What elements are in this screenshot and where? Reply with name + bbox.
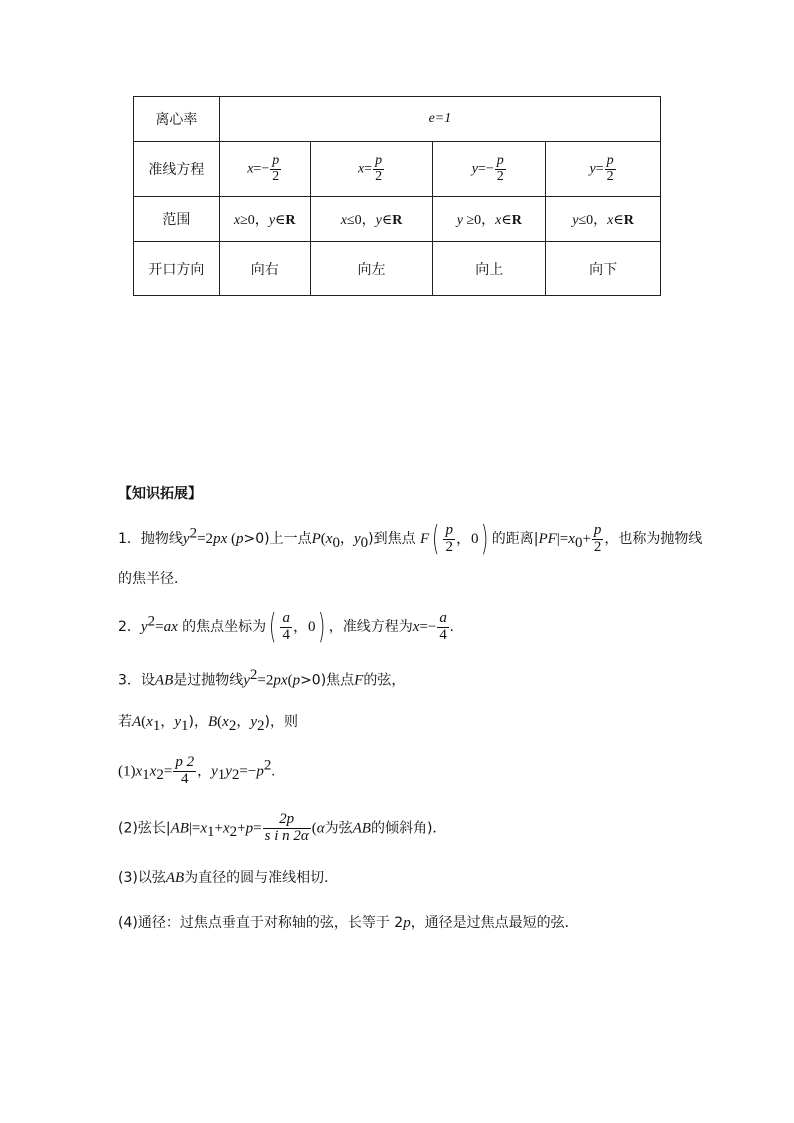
math-text: ( — [320, 531, 326, 547]
real-set: R — [511, 213, 522, 228]
text: ， — [197, 763, 212, 780]
text: (2)弦长| — [118, 820, 171, 837]
text: )，则 — [264, 714, 298, 730]
directrix-cell — [310, 142, 433, 197]
fraction — [592, 523, 604, 556]
math-text: + — [214, 820, 223, 837]
directrix-cell — [433, 142, 546, 197]
math-text: (1) — [118, 763, 136, 780]
text: ，准线方程为 — [328, 619, 413, 635]
text: 2． — [118, 619, 141, 635]
math-text: = — [155, 619, 164, 635]
text: 若 — [118, 714, 132, 730]
math-text: + — [237, 820, 246, 837]
math-var: α — [316, 820, 325, 837]
right-paren: ) — [318, 607, 326, 647]
text: 的倾斜角)． — [370, 820, 447, 837]
opening-cell: 向左 — [310, 242, 433, 296]
fraction — [263, 812, 311, 845]
fraction-den: 2 — [375, 168, 383, 184]
text: 为直径的圆与准线相切． — [184, 870, 339, 886]
math-var: x — [200, 820, 208, 837]
subscript: 2 — [231, 767, 240, 784]
math-var: ax — [163, 619, 178, 635]
math-var: F — [354, 672, 364, 689]
fraction — [605, 154, 616, 184]
fraction-den: 4 — [439, 626, 447, 643]
math-var: B — [207, 714, 218, 730]
range-rel: ≥0， — [240, 213, 269, 228]
fraction — [173, 755, 196, 788]
fraction-num: 2p — [263, 812, 311, 829]
item-3-condition — [118, 711, 298, 735]
fraction-den: 2 — [606, 168, 614, 184]
directrix-cell — [219, 142, 310, 197]
math-var: y — [182, 531, 190, 547]
math-var: x — [568, 531, 575, 547]
range-cell — [546, 197, 661, 242]
text: 是过抛物线 — [173, 672, 244, 689]
text: ， — [236, 714, 251, 730]
text: 的弦， — [363, 672, 406, 689]
exponent: 2 — [147, 613, 156, 630]
math-var: y — [211, 763, 218, 780]
directrix-var: x — [247, 161, 254, 177]
math-var: p — [403, 915, 411, 931]
text: 为弦 — [324, 820, 353, 837]
text: ， — [339, 531, 354, 547]
exponent: 2 — [263, 757, 272, 774]
directrix-var: y — [589, 161, 596, 177]
math-text: =− — [419, 619, 437, 635]
fraction-num: p — [272, 152, 280, 168]
directrix-eq: = — [253, 161, 262, 177]
fraction-den: 2 — [496, 168, 504, 184]
real-set: R — [392, 213, 403, 228]
subscript: 0 — [332, 534, 340, 551]
range-set: ∈ — [613, 213, 624, 228]
fraction-den: 4 — [180, 770, 189, 787]
property-2 — [118, 812, 446, 845]
text: >0)焦点 — [300, 672, 355, 689]
directrix-eq: = — [364, 161, 373, 177]
table-row-directrix — [134, 142, 661, 197]
math-text: . — [449, 619, 454, 635]
fraction-num: p — [496, 152, 504, 168]
range-var: x — [607, 213, 614, 228]
parabola-properties-table — [133, 96, 661, 296]
math-var: y — [243, 672, 250, 689]
range-var: y — [456, 213, 463, 228]
fraction — [270, 154, 281, 184]
text: ，通径是过焦点最短的弦． — [410, 915, 579, 931]
opening-cell: 向下 — [546, 242, 661, 296]
math-var: y — [225, 763, 232, 780]
directrix-sign: − — [261, 161, 270, 177]
subscript: 1 — [142, 767, 150, 784]
directrix-sign: − — [485, 161, 494, 177]
math-var: p — [292, 672, 301, 689]
text: 的焦点坐标为 — [177, 619, 267, 635]
math-text: |= — [556, 531, 569, 547]
directrix-eq: = — [477, 161, 486, 177]
right-paren: ) — [481, 519, 489, 559]
math-var: y — [174, 714, 182, 730]
math-text: + — [582, 531, 591, 547]
row-label-eccentricity: 离心率 — [134, 97, 220, 142]
range-var: x — [233, 213, 241, 228]
subscript: 1 — [207, 824, 215, 841]
math-var: A — [132, 714, 142, 730]
math-var: AB — [170, 820, 189, 837]
left-paren: ( — [269, 607, 277, 647]
subscript: 2 — [156, 767, 164, 784]
fraction — [373, 154, 384, 184]
opening-cell: 向上 — [433, 242, 546, 296]
range-cell — [310, 197, 433, 242]
subscript: 2 — [229, 824, 238, 841]
opening-cell: 向右 — [219, 242, 310, 296]
subscript: 2 — [228, 717, 237, 734]
row-label-opening: 开口方向 — [134, 242, 220, 296]
property-4 — [118, 912, 579, 932]
range-set: ∈ — [501, 213, 512, 228]
math-var: AB — [154, 672, 174, 689]
math-var: x — [149, 763, 157, 780]
math-text: ( — [141, 714, 147, 730]
text: 3．设 — [118, 672, 155, 689]
fraction-num: p — [445, 521, 453, 538]
range-cell — [433, 197, 546, 242]
text: 1．抛物线 — [118, 531, 183, 547]
math-text: =− — [239, 763, 257, 780]
fraction-den: s i n 2α — [264, 827, 309, 844]
fraction-num: p — [593, 521, 602, 538]
item-2 — [118, 607, 454, 647]
range-var: x — [340, 213, 347, 228]
left-paren: ( — [432, 519, 440, 559]
math-text: ( — [217, 714, 223, 730]
section-title: 【知识拓展】 — [118, 486, 202, 502]
math-text: ( — [311, 820, 317, 837]
subscript: 1 — [152, 717, 161, 734]
directrix-cell — [546, 142, 661, 197]
fraction-den: 2 — [593, 538, 602, 555]
table-row-opening — [134, 242, 661, 296]
directrix-var: y — [471, 161, 478, 177]
math-var: x — [325, 531, 333, 547]
fraction-den: 2 — [445, 538, 453, 555]
math-var: F — [420, 531, 430, 547]
directrix-var: x — [357, 161, 365, 177]
real-set: R — [623, 213, 634, 228]
subscript: 0 — [360, 534, 369, 551]
range-set: ∈ — [381, 213, 393, 228]
math-var: y — [353, 531, 361, 547]
item-1-line-2: 的焦半径． — [118, 571, 188, 587]
math-text: = — [253, 820, 262, 837]
property-3 — [118, 867, 338, 887]
fraction-num: p — [375, 152, 383, 168]
fraction-den: 2 — [272, 168, 280, 184]
real-set: R — [285, 213, 296, 228]
range-var: y — [375, 213, 382, 228]
math-var: px — [213, 531, 228, 547]
fraction — [437, 611, 449, 644]
text: >0)上一点 — [243, 531, 312, 547]
math-var: y — [250, 714, 257, 730]
range-rel: ≥0， — [462, 213, 496, 228]
math-var: p — [235, 531, 244, 547]
math-text: |= — [188, 820, 201, 837]
subscript: 2 — [257, 717, 265, 734]
math-var: AB — [352, 820, 371, 837]
range-cell — [219, 197, 310, 242]
math-var: x — [135, 763, 143, 780]
math-var: x — [412, 619, 420, 635]
math-var: x — [146, 714, 153, 730]
math-var: P — [311, 531, 321, 547]
text: ，也称为抛物线 — [604, 531, 703, 547]
row-label-directrix: 准线方程 — [134, 142, 220, 197]
math-var: y — [140, 619, 148, 635]
subscript: 1 — [217, 767, 226, 784]
text: (4)通径：过焦点垂直于对称轴的弦，长等于 2 — [118, 915, 404, 931]
exponent: 2 — [189, 525, 198, 542]
item-3 — [118, 667, 405, 690]
math-var: AB — [165, 870, 185, 886]
math-var: x — [223, 820, 230, 837]
range-var: y — [268, 213, 276, 228]
math-text: . — [271, 763, 276, 780]
math-var: p — [256, 763, 264, 780]
text: )， — [188, 714, 208, 730]
fraction-num: p 2 — [175, 754, 195, 770]
text: )到焦点 — [368, 531, 416, 547]
fraction-num: a — [282, 609, 290, 626]
fraction-num: p — [606, 152, 614, 168]
range-var: x — [495, 213, 502, 228]
item-1-line-1 — [118, 519, 703, 559]
table-row-eccentricity — [134, 97, 661, 142]
range-rel: ≤0， — [346, 213, 376, 228]
fraction — [443, 523, 455, 556]
range-var: y — [572, 213, 579, 228]
math-text: = — [163, 763, 173, 780]
math-var: p — [245, 820, 254, 837]
eccentricity-value: e=1 — [219, 97, 660, 142]
range-rel: ≤0， — [578, 213, 608, 228]
math-text: ，0 — [292, 619, 316, 635]
range-set: ∈ — [275, 213, 286, 228]
math-text: =2 — [197, 531, 214, 547]
math-text: ，0 — [455, 531, 479, 547]
subscript: 0 — [574, 534, 583, 551]
fraction — [280, 611, 292, 644]
math-text: ( — [227, 531, 236, 547]
exponent: 2 — [249, 667, 258, 683]
property-1 — [118, 755, 275, 788]
fraction — [495, 154, 506, 184]
text: (3)以弦 — [118, 870, 166, 886]
directrix-eq: = — [595, 161, 604, 177]
text: 的距离| — [491, 531, 539, 547]
math-var: x — [222, 714, 229, 730]
text: ， — [160, 714, 175, 730]
math-text: =2 — [257, 672, 274, 689]
row-label-range: 范围 — [134, 197, 220, 242]
fraction-den: 4 — [282, 626, 290, 643]
math-var: px — [273, 672, 288, 689]
subscript: 1 — [181, 717, 189, 734]
math-var: PF — [538, 531, 557, 547]
table-row-range — [134, 197, 661, 242]
fraction-num: a — [439, 609, 447, 626]
math-text: ( — [287, 672, 293, 689]
